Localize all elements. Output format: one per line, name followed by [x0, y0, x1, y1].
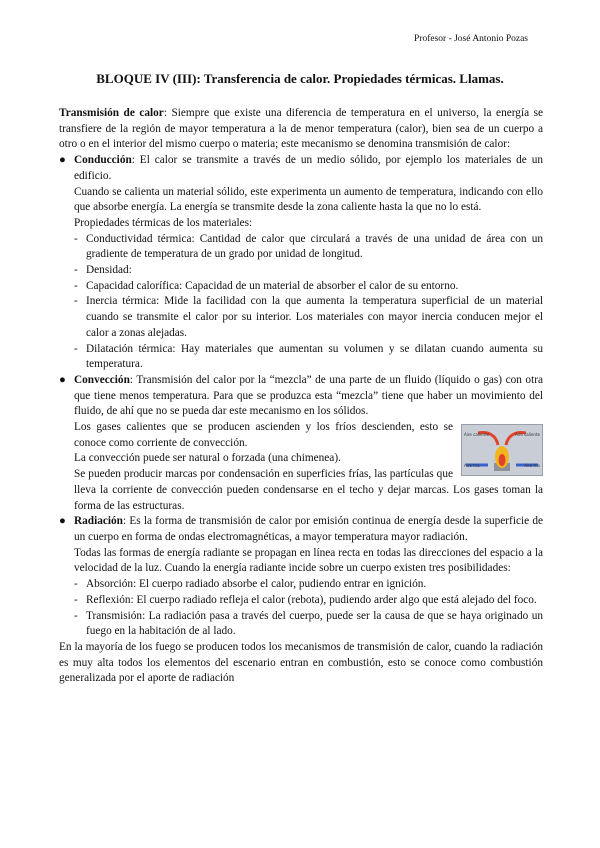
- list-item: - Transmisión: La radiación pasa a través del cuerpo, puede ser la causa de que se haya originado un fuego en la habitación de al lado.: [74, 609, 543, 638]
- list-item: - Densidad:: [74, 264, 132, 277]
- closing-paragraph: En la mayoría de los fuego se producen todos los mecanismos de transmisión de calor, cuando la radiación es muy alta todos los elementos del escenario entran en combustión, esto se conoce como combustión generalizada por el aporte de radiación: [59, 640, 543, 685]
- intro-paragraph: [59, 106, 543, 153]
- figure-label: Aire caliente: [464, 432, 490, 438]
- flame-core: [499, 454, 506, 466]
- convection-figure: [461, 424, 543, 476]
- list-item: - Inercia térmica: Mide la facilidad con la que aumenta la temperatura superficial de un material cuando se transmite el calor por su interior. Los materiales con mayor inercia conducen mejor el calor a zonas alejadas.: [74, 295, 543, 339]
- intro-term: Transmisión de calor: [59, 107, 164, 119]
- page-header: Profesor - José Antonio Pozas: [414, 34, 528, 44]
- figure-label: Aire frío: [524, 463, 540, 469]
- conveccion-paragraph: Los gases calientes que se producen ascienden y los fríos descienden, esto se conoce como corriente de convección.: [74, 421, 453, 449]
- conduccion-paragraph: Cuando se calienta un material sólido, este experimenta un aumento de temperatura, indicando con ello que absorbe energía. La energía se transmite desde la zona caliente hasta la que no lo está.: [74, 185, 543, 214]
- conduccion-text: : El calor se transmite a través de un medio sólido, por ejemplo los materiales de un edificio.: [74, 154, 543, 182]
- radiacion-text: : Es la forma de transmisión de calor por emisión continua de energía desde la superficie de un cuerpo en forma de ondas electromagnéticas, a mayor temperatura mayor radiación.: [74, 515, 543, 543]
- conduccion-term: Conducción: [74, 154, 132, 167]
- section-conveccion: [59, 373, 543, 420]
- list-item: - Absorción: El cuerpo radiado absorbe el calor, pudiendo entrar en ignición.: [74, 578, 427, 591]
- radiacion-paragraph: Todas las formas de energía radiante se propagan en línea recta en todas las direcciones del espacio a la velocidad de la luz. Cuando la energía radiante incide sobre un cuerpo existen tres posibilidades:: [74, 546, 543, 575]
- list-item: - Capacidad calorífica: Capacidad de un material de absorber el calor de su entorno.: [74, 279, 459, 292]
- figure-label: Aire caliente: [514, 432, 540, 438]
- section-radiacion: [59, 514, 543, 545]
- conveccion-paragraph: La convección puede ser natural o forzada (una chimenea).: [74, 452, 341, 465]
- conveccion-paragraph: Se pueden producir marcas por condensación en superficies frías, las partículas que lleva la corriente de convección pueden condensarse en el techo y dejar marcas. Los gases toman la forma de las estructuras.: [74, 468, 543, 512]
- intro-text: : Siempre que existe una diferencia de temperatura en el universo, la energía se transfiere de la región de mayor temperatura a la de menor temperatura (calor), bien sea de un cuerpo a otro o en el interior del mismo cuerpo o materia; este mecanismo se denomina transmisión de calor:: [59, 107, 544, 151]
- section-conduccion: [59, 153, 543, 184]
- page-title: BLOQUE IV (III): Transferencia de calor. Propiedades térmicas. Llamas.: [96, 71, 504, 86]
- radiacion-term: Radiación: [74, 515, 123, 528]
- bullet-icon: ●: [59, 373, 66, 386]
- bullet-icon: ●: [59, 515, 66, 528]
- list-item: - Reflexión: El cuerpo radiado refleja el calor (rebota), pudiendo arder algo que está alejado del foco.: [74, 593, 537, 606]
- conveccion-term: Convección: [74, 373, 130, 386]
- conveccion-text: : Transmisión del calor por la “mezcla” de una parte de un fluido (líquido o gas) con otra que tiene menos temperatura. Para que se produzca esta “mezcla” tiene que haber un movimiento del fluido, de ahí que no se pueda dar este mecanismo en los sólidos.: [74, 373, 543, 418]
- conduccion-props-label: Propiedades térmicas de los materiales:: [74, 216, 253, 229]
- figure-label: Aire frío: [464, 463, 480, 469]
- list-item: - Conductividad térmica: Cantidad de calor que circulará a través de una unidad de área con un gradiente de temperatura de un grado por unidad de longitud.: [74, 232, 543, 261]
- bullet-icon: ●: [59, 154, 66, 167]
- list-item: - Dilatación térmica: Hay materiales que aumentan su volumen y se dilatan cuando aumenta su temperatura.: [74, 342, 543, 371]
- document-body: [59, 106, 543, 687]
